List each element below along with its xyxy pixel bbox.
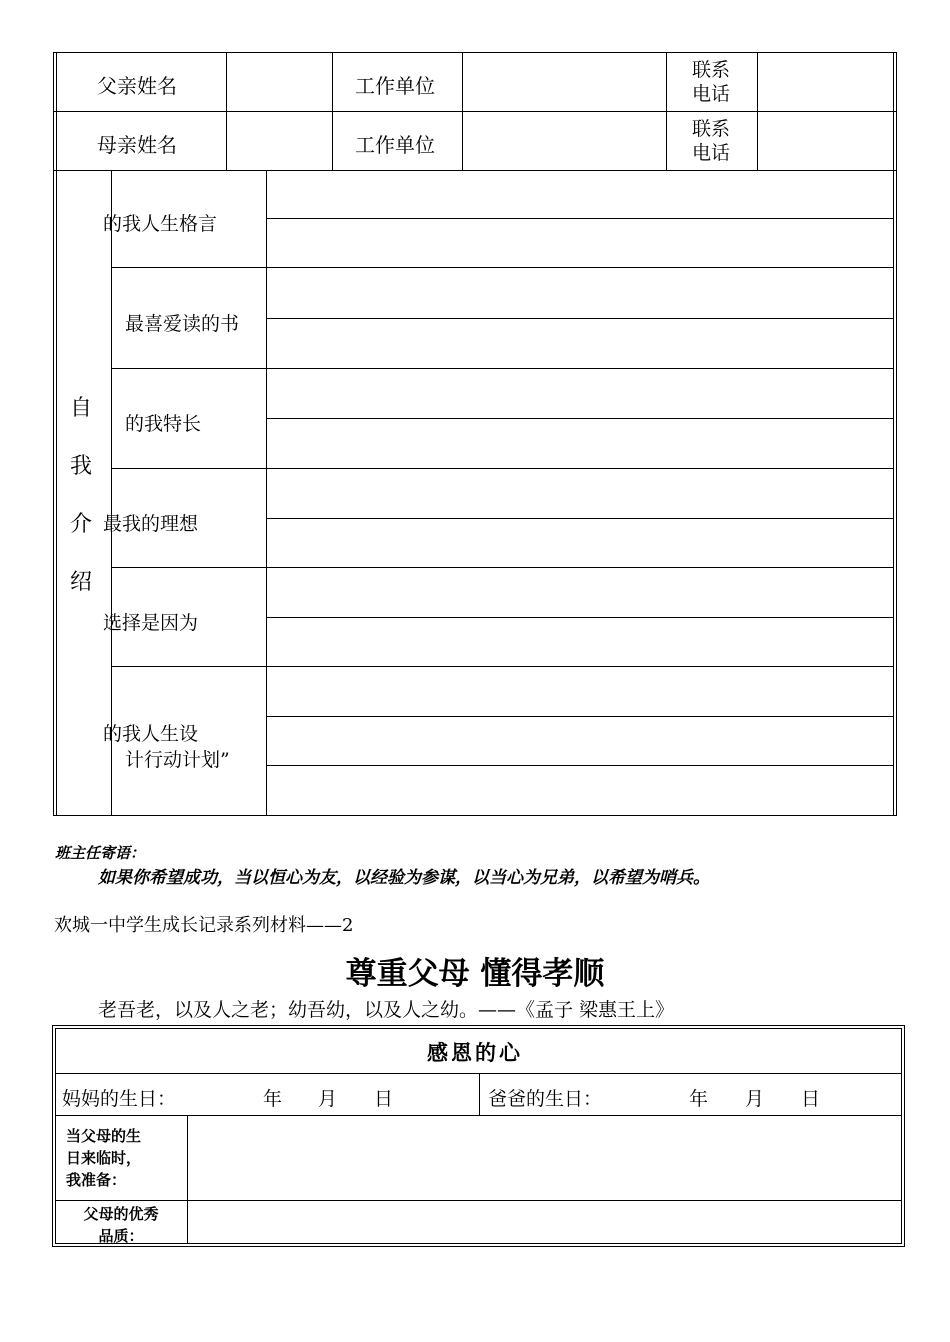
prepare-label-line: 我准备：: [66, 1171, 127, 1189]
ideal-field[interactable]: [267, 469, 893, 567]
quality-label-line: 品质：: [98, 1227, 144, 1245]
dad-birthday-label: 爸爸的生日：: [488, 1088, 603, 1110]
series-title: 欢城一中学生成长记录系列材料——2: [54, 915, 354, 936]
self-intro-char: 自: [69, 396, 92, 421]
parent-quality-label: [66, 1203, 176, 1247]
phone-label-line: 电话: [691, 83, 730, 105]
father-work-unit-field[interactable]: [463, 53, 666, 111]
ideal-label: 最我的理想: [103, 513, 199, 535]
mom-birthday-day: 日: [374, 1088, 394, 1110]
col-divider: [666, 52, 667, 170]
col-divider: [479, 1073, 480, 1115]
self-intro-section-label: [66, 380, 96, 612]
father-work-unit-label: 工作单位: [355, 74, 435, 98]
teacher-note-body: 如果你希望成功，当以恒心为友，以经验为参谋，以当心为兄弟，以希望为哨兵。: [98, 868, 710, 888]
life-plan-label-line2: 计行动计划”: [125, 749, 230, 771]
mother-name-field[interactable]: [227, 112, 332, 170]
life-plan-label-line1: 的我人生设: [103, 723, 199, 745]
motto-label: 的我人生格言: [103, 213, 218, 235]
reason-field[interactable]: [267, 568, 893, 666]
page-title: 尊重父母 懂得孝顺: [345, 956, 605, 992]
favorite-book-label: 最喜爱读的书: [125, 313, 240, 335]
phone-label-line: 电话: [691, 142, 730, 164]
mother-work-unit-label: 工作单位: [355, 133, 435, 157]
father-name-label: 父亲姓名: [97, 74, 177, 98]
phone-label-line: 联系: [691, 59, 730, 81]
mother-work-unit-field[interactable]: [463, 112, 666, 170]
mom-birthday-year: 年: [263, 1088, 283, 1110]
col-divider: [332, 52, 333, 170]
birthday-prepare-field[interactable]: [188, 1116, 901, 1200]
prepare-label-line: 日来临时，: [66, 1149, 142, 1167]
mencius-quote: 老吾老，以及人之老；幼吾幼，以及人之幼。——《孟子 梁惠王上》: [98, 999, 675, 1021]
motto-field[interactable]: [267, 171, 893, 267]
reason-label: 选择是因为: [103, 612, 199, 634]
mom-birthday-label: 妈妈的生日：: [62, 1088, 177, 1110]
father-phone-label: [681, 58, 741, 106]
prepare-label-line: 当父母的生: [66, 1127, 142, 1145]
self-intro-char: 绍: [69, 570, 92, 595]
mom-birthday-month: 月: [318, 1088, 338, 1110]
father-name-field[interactable]: [227, 53, 332, 111]
life-plan-field[interactable]: [267, 667, 893, 815]
mother-phone-label: [681, 117, 741, 165]
table-inner-border-right: [893, 52, 894, 816]
dad-birthday-month: 月: [745, 1088, 765, 1110]
dad-birthday-year: 年: [689, 1088, 709, 1110]
table-inner-border-left: [56, 52, 57, 816]
teacher-note-title: 班主任寄语：: [55, 844, 146, 862]
specialty-label: 的我特长: [125, 413, 202, 435]
dad-birthday-day: 日: [801, 1088, 821, 1110]
father-phone-field[interactable]: [758, 53, 893, 111]
specialty-field[interactable]: [267, 369, 893, 468]
gratitude-header: 感恩的心: [427, 1040, 523, 1065]
quality-label-line: 父母的优秀: [83, 1205, 159, 1223]
parent-quality-field[interactable]: [188, 1201, 901, 1244]
self-intro-char: 我: [69, 454, 92, 479]
self-intro-char: 介: [69, 512, 92, 537]
mother-name-label: 母亲姓名: [97, 133, 177, 157]
mother-phone-field[interactable]: [758, 112, 893, 170]
phone-label-line: 联系: [691, 118, 730, 140]
favorite-book-field[interactable]: [267, 268, 893, 368]
birthday-prepare-label: [66, 1125, 141, 1191]
